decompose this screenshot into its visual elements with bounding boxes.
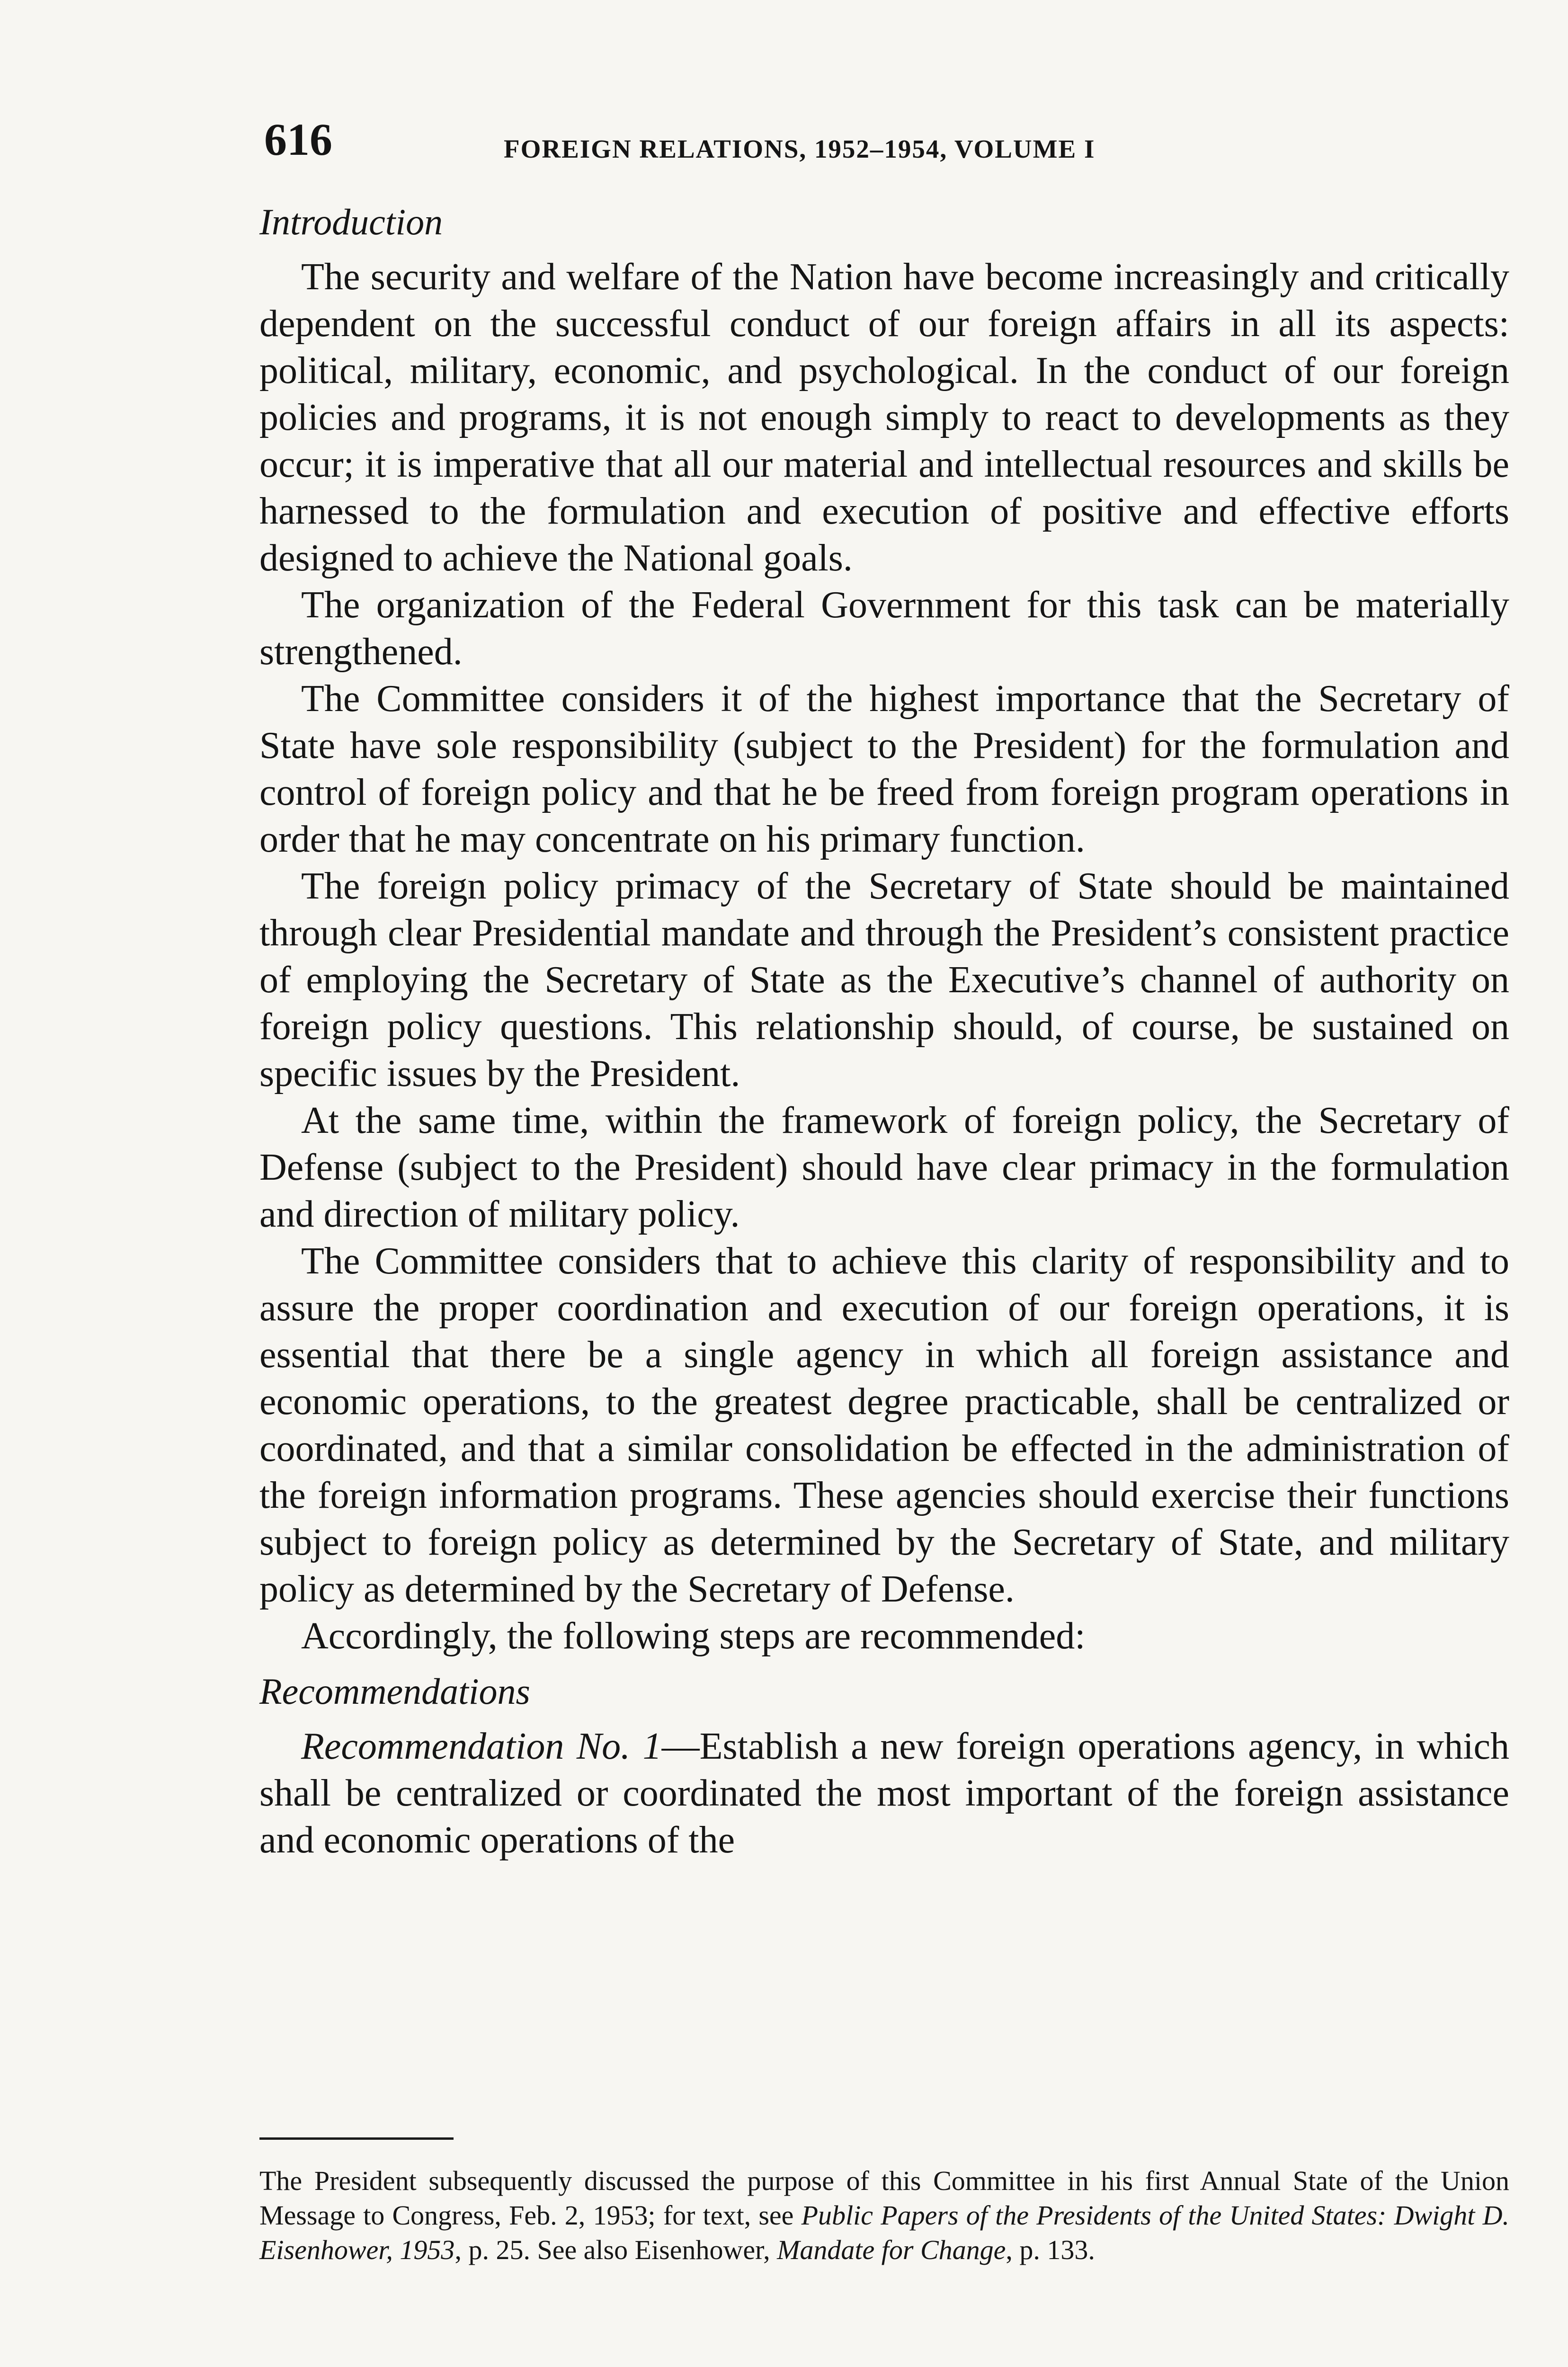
recommendations-heading: Recommendations	[259, 1671, 530, 1712]
page-number: 616	[264, 114, 332, 165]
intro-paragraph-5: At the same time, within the framework of foreign policy, the Secretary of Defense (subject to the President) should have clear primacy in the formulation and direction of military policy.	[259, 1100, 1509, 1235]
intro-paragraph-4: The foreign policy primacy of the Secretary of State should be maintained through clear Presidential mandate and through the President’s consistent practice of employing the Secretary of State as the Executive’s channel of authority on foreign policy questions. This relationship should, of course, be sustained on specific issues by the President.	[259, 865, 1509, 1095]
footnote-title-mandate: Mandate for Change	[777, 2234, 1006, 2265]
intro-paragraph-2: The organization of the Federal Government for this task can be materially strengthened.	[259, 584, 1509, 673]
footnote-title-public-papers: Public Papers of the Presidents of the United States: Dwight D. Eisenhower, 1953	[259, 2200, 1510, 2265]
footnote-text-3: , p. 133.	[1006, 2234, 1095, 2265]
footnote	[259, 2163, 1509, 2267]
footnote-rule	[259, 2137, 454, 2140]
footnote-text-1: The President subsequently discussed the purpose of this Committee in his first Annual State of the Union Message to Congress, Feb. 2, 1953; for text, see	[259, 2165, 1509, 2231]
recommendation-1-paragraph	[259, 1723, 1509, 1864]
intro-paragraph-7: Accordingly, the following steps are recommended:	[301, 1615, 1086, 1657]
recommendation-1-label: Recommendation No. 1	[301, 1726, 662, 1767]
introduction-heading: Introduction	[259, 201, 443, 242]
intro-paragraph-3: The Committee considers it of the highest importance that the Secretary of State have sole responsibility (subject to the President) for the formulation and control of foreign policy and that he be freed from foreign program operations in order that he may concentrate on his primary function.	[259, 678, 1509, 860]
intro-paragraph-6: The Committee considers that to achieve this clarity of responsibility and to assure the proper coordination and execution of our foreign operations, it is essential that there be a single agency in which all foreign assistance and economic operations, to the greatest degree practicable, shall be centralized or coordinated, and that a similar consolidation be effected in the administration of the foreign information programs. These agencies should exercise their functions subject to foreign policy as determined by the Secretary of State, and military policy as determined by the Secretary of Defense.	[259, 1240, 1509, 1610]
page-header	[259, 114, 1509, 170]
main-text	[259, 199, 1509, 1864]
footnote-text-2: , p. 25. See also Eisenhower,	[454, 2234, 777, 2265]
running-head: FOREIGN RELATIONS, 1952–1954, VOLUME I	[504, 134, 1096, 163]
intro-paragraph-1: The security and welfare of the Nation have become increasingly and critically dependent on the successful conduct of our foreign affairs in all its aspects: political, military, economic, and psychological. In the conduct of our foreign policies and programs, it is not enough simply to react to developments as they occur; it is imperative that all our material and intellectual resources and skills be harnessed to the formulation and execution of positive and effective efforts designed to achieve the National goals.	[259, 256, 1509, 579]
recommendation-1-text: —Establish a new foreign operations agency, in which shall be centralized or coordinated the most important of the foreign assistance and economic operations of the	[259, 1726, 1510, 1861]
